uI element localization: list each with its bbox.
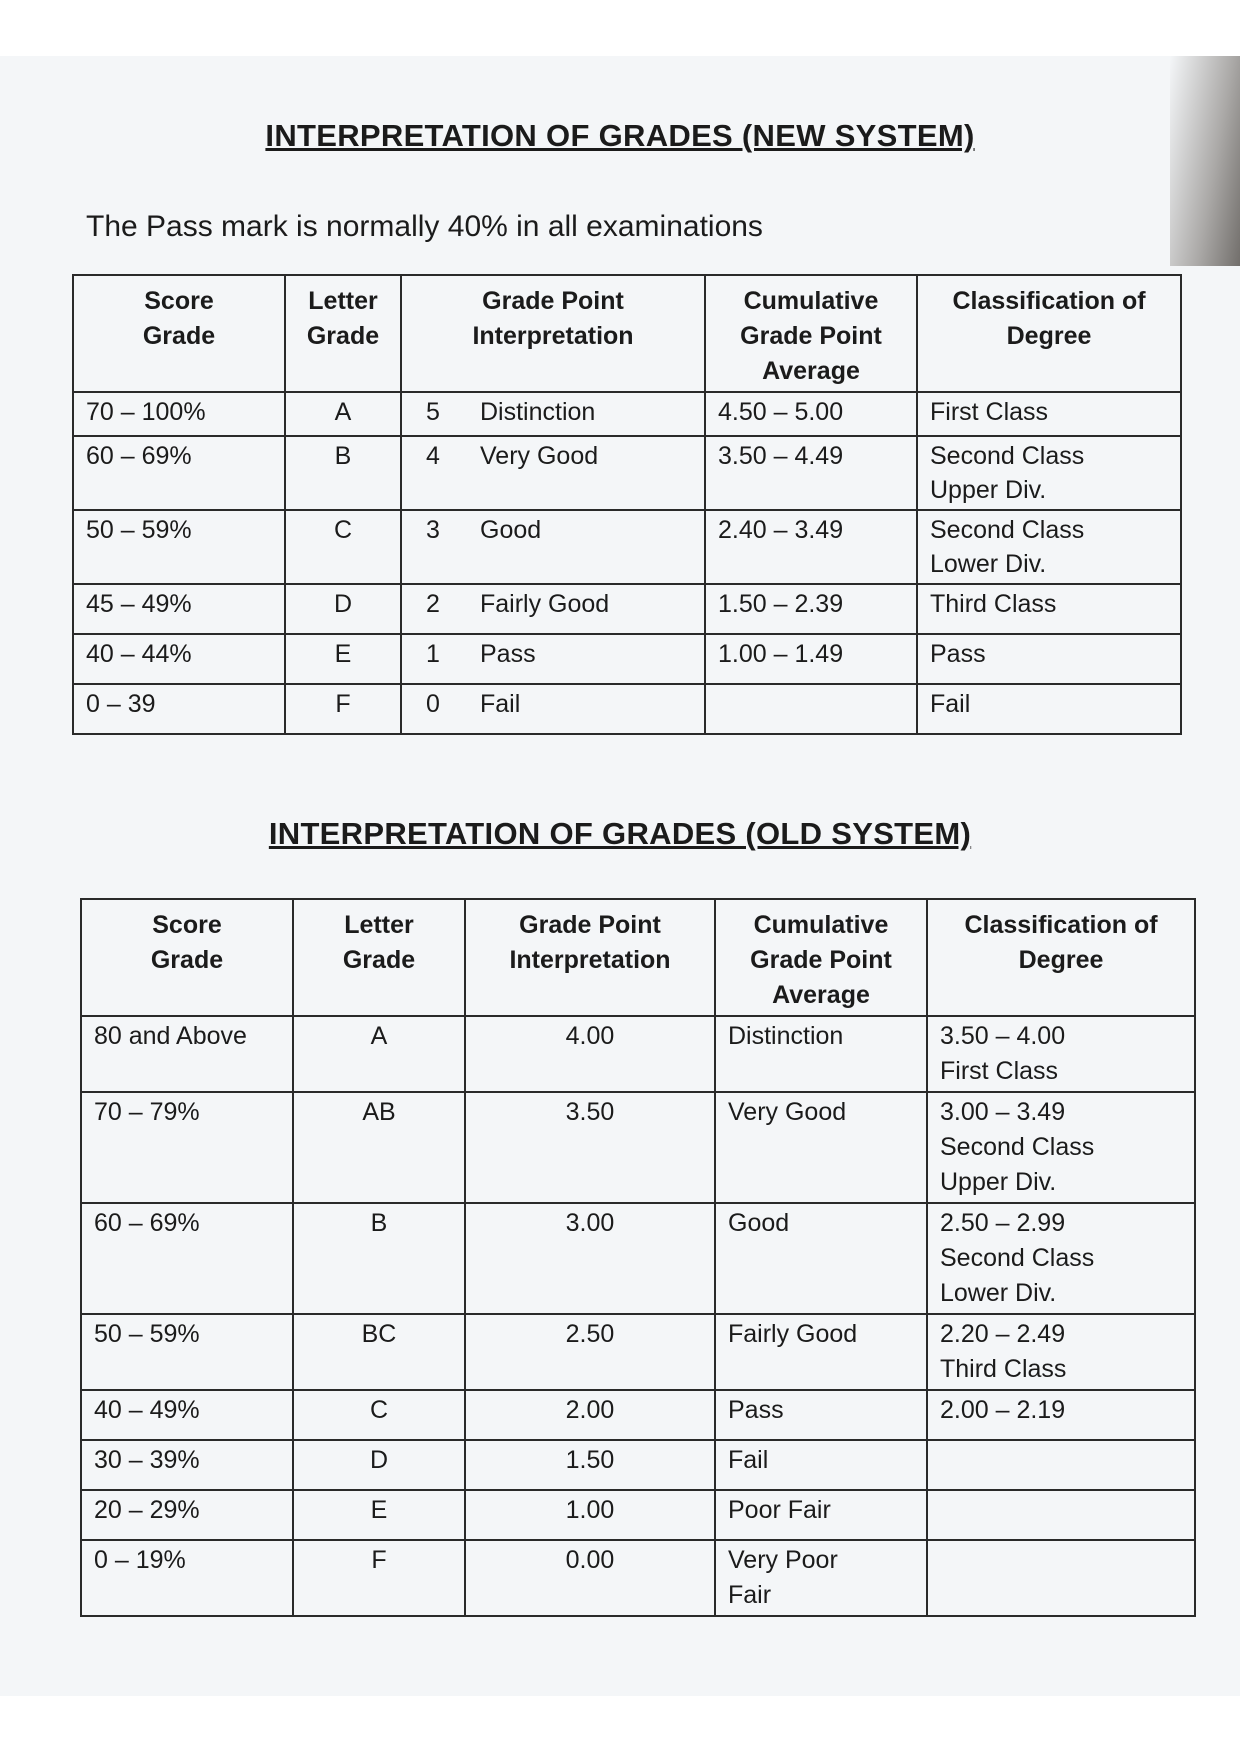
grade-interpretation: Fairly Good xyxy=(480,590,610,618)
cgpa-cell: 4.50 – 5.00 xyxy=(705,392,917,436)
letter-cell: F xyxy=(293,1540,465,1616)
table-row xyxy=(73,510,1181,584)
classification-cell: Fail xyxy=(917,684,1181,734)
score-cell: 0 – 39 xyxy=(73,684,285,734)
letter-cell: B xyxy=(293,1203,465,1314)
interpretation-cell: Good xyxy=(715,1203,927,1314)
classification-cell xyxy=(927,1540,1195,1616)
cgpa-cell: 3.50 – 4.49 xyxy=(705,436,917,510)
letter-cell: AB xyxy=(293,1092,465,1203)
interpretation-cell: Poor Fair xyxy=(715,1490,927,1540)
grade-point-cell xyxy=(401,392,705,436)
classification-cell: 2.20 – 2.49 Third Class xyxy=(927,1314,1195,1390)
table-row xyxy=(81,1440,1195,1490)
header-score-grade: Score Grade xyxy=(73,275,285,392)
header-classification: Classification of Degree xyxy=(917,275,1181,392)
new-system-table xyxy=(72,274,1182,735)
interpretation-cell: Fail xyxy=(715,1440,927,1490)
header-cgpa: Cumulative Grade Point Average xyxy=(705,275,917,392)
header-cgpa: Cumulative Grade Point Average xyxy=(715,899,927,1016)
score-cell: 70 – 100% xyxy=(73,392,285,436)
classification-cell: Second Class Upper Div. xyxy=(917,436,1181,510)
classification-cell: 3.00 – 3.49 Second Class Upper Div. xyxy=(927,1092,1195,1203)
score-cell: 40 – 44% xyxy=(73,634,285,684)
table-row xyxy=(81,1314,1195,1390)
grade-point-cell: 2.00 xyxy=(465,1390,715,1440)
score-cell: 80 and Above xyxy=(81,1016,293,1092)
letter-cell: C xyxy=(285,510,401,584)
score-cell: 0 – 19% xyxy=(81,1540,293,1616)
interpretation-cell: Very Good xyxy=(715,1092,927,1203)
classification-cell xyxy=(927,1440,1195,1490)
score-cell: 50 – 59% xyxy=(81,1314,293,1390)
classification-cell: 2.00 – 2.19 xyxy=(927,1390,1195,1440)
interpretation-cell: Distinction xyxy=(715,1016,927,1092)
new-system-title: INTERPRETATION OF GRADES (NEW SYSTEM) xyxy=(265,118,975,153)
grade-point-value: 1 xyxy=(426,640,440,668)
table-row xyxy=(81,1390,1195,1440)
table-row xyxy=(73,634,1181,684)
letter-cell: C xyxy=(293,1390,465,1440)
score-cell: 50 – 59% xyxy=(73,510,285,584)
grade-point-cell: 4.00 xyxy=(465,1016,715,1092)
grade-point-value: 5 xyxy=(426,398,440,426)
grade-point-cell: 1.50 xyxy=(465,1440,715,1490)
classification-cell xyxy=(927,1490,1195,1540)
letter-cell: BC xyxy=(293,1314,465,1390)
grade-point-cell: 0.00 xyxy=(465,1540,715,1616)
grade-point-cell xyxy=(401,684,705,734)
table-row xyxy=(73,392,1181,436)
classification-cell: Second Class Lower Div. xyxy=(917,510,1181,584)
score-cell: 70 – 79% xyxy=(81,1092,293,1203)
grade-point-value: 0 xyxy=(426,690,440,718)
classification-cell: 3.50 – 4.00 First Class xyxy=(927,1016,1195,1092)
new-table-header xyxy=(73,275,1181,392)
classification-cell: 2.50 – 2.99 Second Class Lower Div. xyxy=(927,1203,1195,1314)
old-system-table xyxy=(80,898,1196,1617)
header-grade-point: Grade Point Interpretation xyxy=(401,275,705,392)
score-cell: 20 – 29% xyxy=(81,1490,293,1540)
header-classification: Classification of Degree xyxy=(927,899,1195,1016)
header-letter-grade: Letter Grade xyxy=(293,899,465,1016)
cgpa-cell: 1.50 – 2.39 xyxy=(705,584,917,634)
letter-cell: D xyxy=(285,584,401,634)
letter-cell: E xyxy=(285,634,401,684)
table-row xyxy=(73,436,1181,510)
score-cell: 40 – 49% xyxy=(81,1390,293,1440)
letter-cell: A xyxy=(293,1016,465,1092)
table-row xyxy=(81,1092,1195,1203)
letter-cell: B xyxy=(285,436,401,510)
table-row xyxy=(81,1016,1195,1092)
table-row xyxy=(81,1203,1195,1314)
grade-point-value: 2 xyxy=(426,590,440,618)
grade-point-cell: 3.00 xyxy=(465,1203,715,1314)
table-row xyxy=(81,1490,1195,1540)
header-grade-point: Grade Point Interpretation xyxy=(465,899,715,1016)
grade-point-cell xyxy=(401,436,705,510)
cgpa-cell xyxy=(705,684,917,734)
interpretation-cell: Very Poor Fair xyxy=(715,1540,927,1616)
grade-interpretation: Very Good xyxy=(480,442,599,470)
cgpa-cell: 2.40 – 3.49 xyxy=(705,510,917,584)
grade-interpretation: Fail xyxy=(480,690,521,718)
old-table-header xyxy=(81,899,1195,1016)
grade-point-cell: 1.00 xyxy=(465,1490,715,1540)
score-cell: 60 – 69% xyxy=(73,436,285,510)
letter-cell: E xyxy=(293,1490,465,1540)
grade-interpretation: Distinction xyxy=(480,398,596,426)
header-score-grade: Score Grade xyxy=(81,899,293,1016)
interpretation-cell: Pass xyxy=(715,1390,927,1440)
grade-point-value: 3 xyxy=(426,516,440,544)
grade-interpretation: Good xyxy=(480,516,542,544)
header-letter-grade: Letter Grade xyxy=(285,275,401,392)
table-row xyxy=(81,1540,1195,1616)
cgpa-cell: 1.00 – 1.49 xyxy=(705,634,917,684)
grade-point-cell xyxy=(401,584,705,634)
grade-point-cell xyxy=(401,510,705,584)
score-cell: 45 – 49% xyxy=(73,584,285,634)
grade-point-cell xyxy=(401,634,705,684)
grade-point-value: 4 xyxy=(426,442,440,470)
score-cell: 60 – 69% xyxy=(81,1203,293,1314)
page-edge-shadow xyxy=(1170,56,1240,266)
classification-cell: First Class xyxy=(917,392,1181,436)
letter-cell: A xyxy=(285,392,401,436)
letter-cell: D xyxy=(293,1440,465,1490)
grade-point-cell: 2.50 xyxy=(465,1314,715,1390)
grade-interpretation: Pass xyxy=(480,640,536,668)
pass-mark-note: The Pass mark is normally 40% in all examinations xyxy=(86,210,763,243)
classification-cell: Pass xyxy=(917,634,1181,684)
classification-cell: Third Class xyxy=(917,584,1181,634)
old-system-title: INTERPRETATION OF GRADES (OLD SYSTEM) xyxy=(268,816,972,851)
letter-cell: F xyxy=(285,684,401,734)
interpretation-cell: Fairly Good xyxy=(715,1314,927,1390)
table-row xyxy=(73,684,1181,734)
grade-point-cell: 3.50 xyxy=(465,1092,715,1203)
table-row xyxy=(73,584,1181,634)
score-cell: 30 – 39% xyxy=(81,1440,293,1490)
